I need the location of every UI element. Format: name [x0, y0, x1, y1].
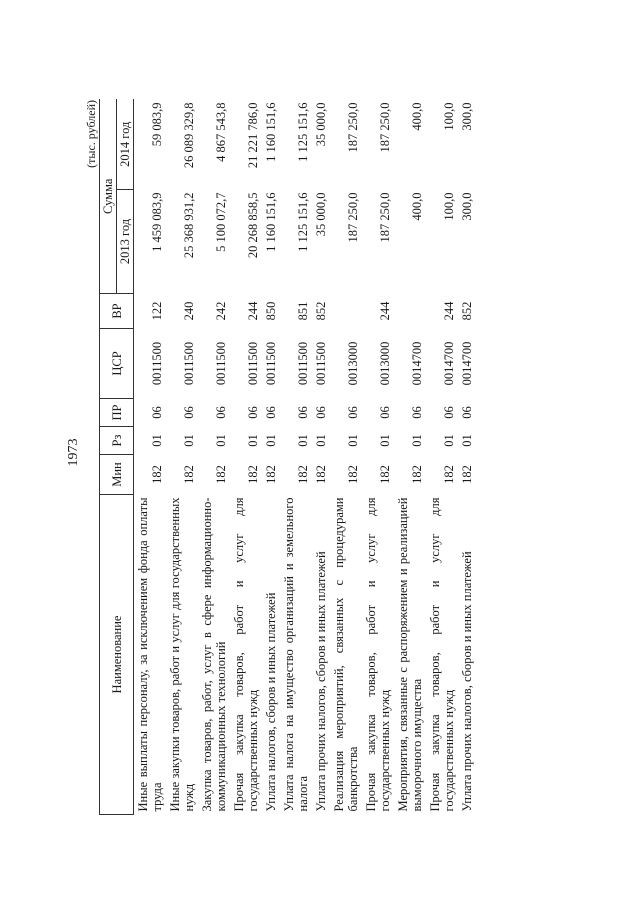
row-amount-2013: 1 160 151,6	[264, 192, 278, 252]
header-min: Мин	[100, 455, 134, 495]
row-vr: 122	[150, 301, 164, 321]
row-rz: 01	[378, 434, 392, 447]
row-pr: 06	[378, 406, 392, 419]
row-rz: 01	[460, 434, 474, 447]
header-2013: 2013 год	[117, 190, 134, 294]
row-name: Уплата налога на имущество организаций и земельного налога	[282, 497, 310, 812]
row-rz: 01	[296, 434, 310, 447]
row-rz: 01	[442, 434, 456, 447]
row-amount-2013: 300,0	[460, 192, 474, 221]
row-min: 182	[150, 465, 164, 484]
row-pr: 06	[246, 406, 260, 419]
row-name: Иные выплаты персоналу, за исключением фонда оплаты труда	[136, 497, 164, 812]
row-amount-2014: 4 867 543,8	[214, 102, 228, 162]
row-amount-2013: 187 250,0	[346, 192, 360, 243]
row-vr: 244	[378, 301, 392, 321]
table-row	[280, 100, 312, 815]
row-rz: 01	[246, 434, 260, 447]
row-rz: 01	[182, 434, 196, 447]
row-min: 182	[296, 465, 310, 484]
row-amount-2013: 35 000,0	[314, 192, 328, 237]
row-csr: 0011500	[214, 341, 228, 386]
row-vr: 244	[246, 301, 260, 321]
row-name: Уплата прочих налогов, сборов и иных платежей	[460, 551, 474, 812]
row-min: 182	[410, 465, 424, 484]
table-row	[362, 100, 394, 815]
row-csr: 0014700	[442, 341, 456, 386]
row-csr: 0011500	[182, 341, 196, 386]
row-name: Иные закупки товаров, работ и услуг для государственных нужд	[168, 497, 196, 812]
table-row	[262, 100, 280, 815]
row-csr: 0013000	[346, 341, 360, 386]
row-min: 182	[346, 465, 360, 484]
row-pr: 06	[150, 406, 164, 419]
table-row	[166, 100, 198, 815]
row-vr: 852	[460, 301, 474, 321]
row-csr: 0011500	[314, 341, 328, 386]
row-amount-2014: 300,0	[460, 102, 474, 131]
row-amount-2013: 25 368 931,2	[182, 192, 196, 259]
row-name: Прочая закупка товаров, работ и услуг для государственных нужд	[232, 497, 260, 812]
row-csr: 0011500	[264, 341, 278, 386]
row-min: 182	[214, 465, 228, 484]
row-name: Прочая закупка товаров, работ и услуг для государственных нужд	[428, 497, 456, 812]
row-pr: 06	[264, 406, 278, 419]
header-vr: ВР	[100, 294, 134, 329]
table-row	[458, 100, 476, 815]
row-min: 182	[182, 465, 196, 484]
row-rz: 01	[264, 434, 278, 447]
row-amount-2013: 400,0	[410, 192, 424, 221]
row-amount-2014: 400,0	[410, 102, 424, 131]
row-name: Реализация мероприятий, связанных с процедурами банкротства	[332, 497, 360, 812]
row-amount-2014: 35 000,0	[314, 102, 328, 147]
row-amount-2013: 100,0	[442, 192, 456, 221]
row-name: Прочая закупка товаров, работ и услуг для государственных нужд	[364, 497, 392, 812]
row-name: Уплата прочих налогов, сборов и иных платежей	[314, 551, 328, 812]
row-min: 182	[314, 465, 328, 484]
table-row	[198, 100, 230, 815]
page-number: 1973	[66, 438, 81, 467]
header-pr: ПР	[100, 399, 134, 427]
row-csr: 0014700	[460, 341, 474, 386]
row-pr: 06	[214, 406, 228, 419]
header-sum: Сумма	[100, 100, 117, 294]
row-rz: 01	[314, 434, 328, 447]
row-rz: 01	[214, 434, 228, 447]
row-name: Закупка товаров, работ, услуг в сфере информационно-коммуникационных технологий	[200, 497, 228, 812]
row-amount-2014: 1 160 151,6	[264, 102, 278, 162]
row-pr: 06	[182, 406, 196, 419]
row-min: 182	[264, 465, 278, 484]
row-amount-2013: 20 268 858,5	[246, 192, 260, 259]
header-csr: ЦСР	[100, 329, 134, 399]
row-csr: 0011500	[296, 341, 310, 386]
row-vr	[330, 294, 362, 329]
row-csr: 0014700	[410, 341, 424, 386]
row-vr: 240	[182, 301, 196, 321]
row-vr: 244	[442, 301, 456, 321]
table-row	[230, 100, 262, 815]
row-pr: 06	[296, 406, 310, 419]
row-rz: 01	[410, 434, 424, 447]
row-min: 182	[442, 465, 456, 484]
row-rz: 01	[150, 434, 164, 447]
row-amount-2014: 187 250,0	[378, 102, 392, 153]
row-vr: 852	[314, 301, 328, 321]
row-min: 182	[246, 465, 260, 484]
row-amount-2014: 187 250,0	[346, 102, 360, 153]
row-rz: 01	[346, 434, 360, 447]
row-pr: 06	[460, 406, 474, 419]
table-row	[394, 100, 426, 815]
row-amount-2014: 59 083,9	[150, 102, 164, 147]
table-row	[312, 100, 330, 815]
row-pr: 06	[410, 406, 424, 419]
row-amount-2013: 1 125 151,6	[296, 192, 310, 252]
row-amount-2014: 21 221 786,0	[246, 102, 260, 169]
row-amount-2013: 5 100 072,7	[214, 192, 228, 252]
row-amount-2013: 187 250,0	[378, 192, 392, 243]
row-amount-2013: 1 459 083,9	[150, 192, 164, 252]
row-min: 182	[378, 465, 392, 484]
row-amount-2014: 1 125 151,6	[296, 102, 310, 162]
row-name: Уплата налогов, сборов и иных платежей	[264, 592, 278, 812]
table-body	[134, 100, 477, 815]
row-csr: 0011500	[246, 341, 260, 386]
budget-table	[99, 100, 476, 816]
row-pr: 06	[314, 406, 328, 419]
row-vr	[394, 294, 426, 329]
table-row	[330, 100, 362, 815]
row-amount-2014: 100,0	[442, 102, 456, 131]
row-min: 182	[460, 465, 474, 484]
row-vr: 850	[264, 301, 278, 321]
row-csr: 0013000	[378, 341, 392, 386]
table-row	[134, 100, 167, 815]
row-vr: 851	[296, 301, 310, 321]
row-amount-2014: 26 089 329,8	[182, 102, 196, 169]
units-label: (тыс. рублей)	[84, 100, 98, 168]
row-name: Мероприятия, связанные с распоряжением и реализацией выморочного имущества	[396, 497, 424, 812]
header-name: Наименование	[100, 495, 134, 815]
row-pr: 06	[346, 406, 360, 419]
header-rz: Рз	[100, 427, 134, 455]
table-row	[426, 100, 458, 815]
header-2014: 2014 год	[117, 100, 134, 190]
row-vr: 242	[214, 301, 228, 321]
row-pr: 06	[442, 406, 456, 419]
row-csr: 0011500	[150, 341, 164, 386]
